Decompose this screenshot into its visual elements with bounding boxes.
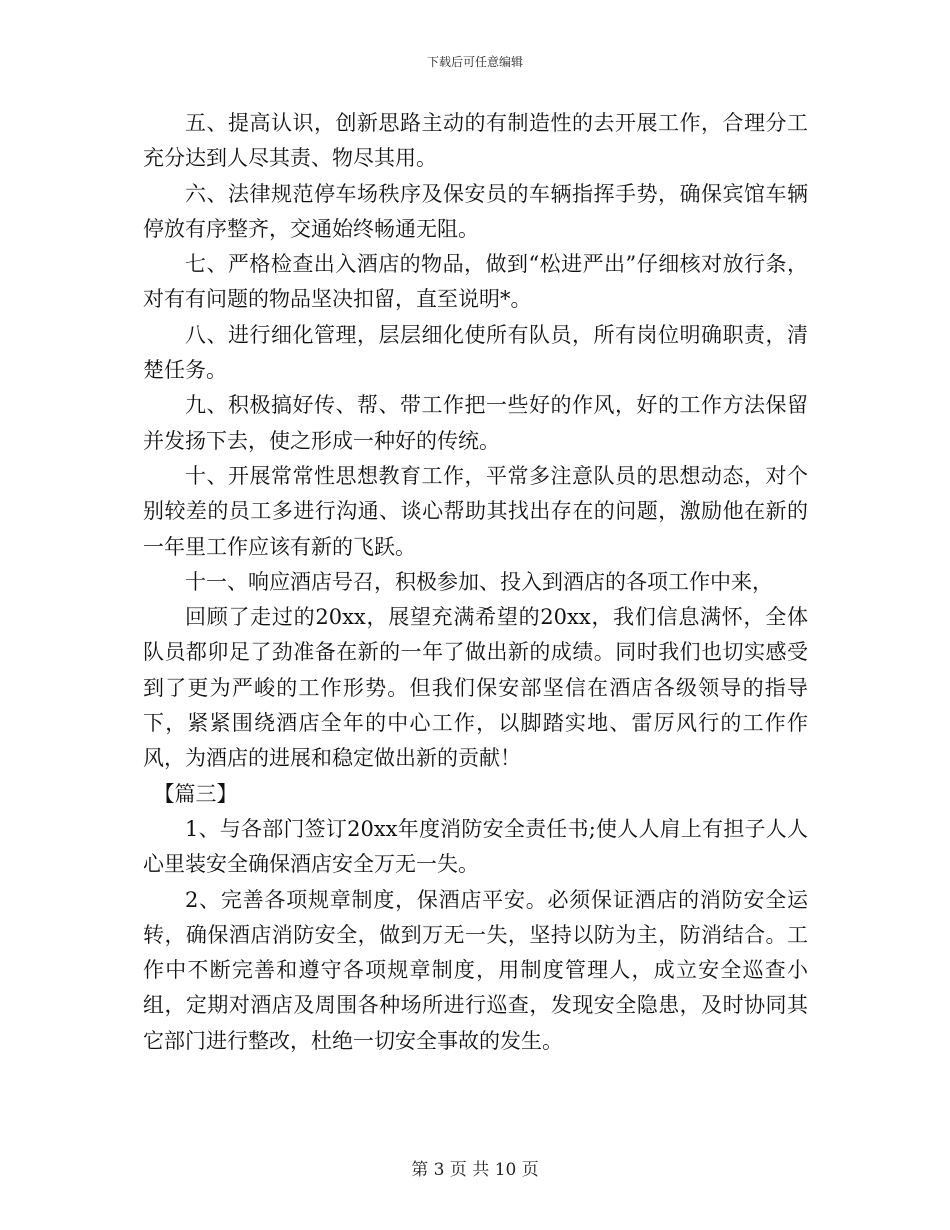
paragraph-item-2: 2、完善各项规章制度，保酒店平安。必须保证酒店的消防安全运转，确保酒店消防安全，做到万无一失，坚持以防为主，防消结合。工作中不断完善和遵守各项规章制度，用制度管理人，成立安全巡查小组，定期对酒店及周围各种场所进行巡查，发现安全隐患，及时协同其它部门进行整改，杜绝一切安全事故的发生。 bbox=[143, 887, 808, 1053]
paragraph-8: 八、进行细化管理，层层细化使所有队员，所有岗位明确职责，清楚任务。 bbox=[143, 322, 808, 383]
paragraph-11: 十一、响应酒店号召，积极参加、投入到酒店的各项工作中来， bbox=[185, 569, 773, 594]
page-number-footer: 第 3 页 共 10 页 bbox=[411, 1160, 539, 1180]
page-header: 下载后可任意编辑 bbox=[426, 55, 523, 69]
paragraph-6: 六、法律规范停车场秩序及保安员的车辆指挥手势，确保宾馆车辆停放有序整齐，交通始终畅通无阻。 bbox=[143, 181, 808, 241]
paragraph-7: 七、严格检查出入酒店的物品，做到“松进严出”仔细核对放行条，对有有问题的物品坚决扣留，直至说明*。 bbox=[143, 252, 808, 312]
document-body bbox=[143, 106, 808, 1059]
paragraph-9: 九、积极搞好传、帮、带工作把一些好的作风，好的工作方法保留并发扬下去，使之形成一种好的传统。 bbox=[143, 393, 808, 453]
paragraph-10: 十、开展常常性思想教育工作，平常多注意队员的思想动态，对个别较差的员工多进行沟通、谈心帮助其找出存在的问题，激励他在新的一年里工作应该有新的飞跃。 bbox=[143, 463, 808, 559]
section-heading-part-three: 【篇三】 bbox=[153, 781, 238, 806]
paragraph-item-1: 1、与各部门签订20xx年度消防安全责任书;使人人肩上有担子人人心里装安全确保酒店安全万无一失。 bbox=[143, 816, 808, 877]
paragraph-5: 五、提高认识，创新思路主动的有制造性的去开展工作，合理分工充分达到人尽其责、物尽其用。 bbox=[143, 111, 808, 171]
paragraph-review: 回顾了走过的20xx，展望充满希望的20xx，我们信息满怀，全体队员都卯足了劲准备在新的一年了做出新的成绩。同时我们也切实感受到了更为严峻的工作形势。但我们保安部坚信在酒店各级领导的指导下，紧紧围绕酒店全年的中心工作，以脚踏实地、雷厉风行的工作作风，为酒店的进展和稳定做出新的贡献！ bbox=[143, 605, 808, 771]
